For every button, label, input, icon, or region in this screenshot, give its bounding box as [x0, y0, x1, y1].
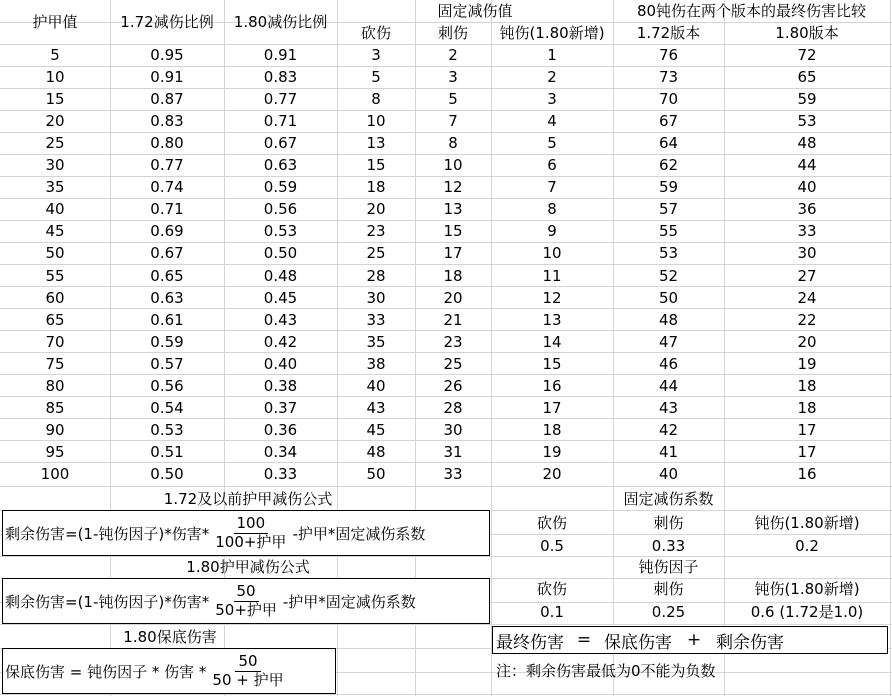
cell-v172: 53: [658, 244, 679, 263]
cell-v172: 73: [658, 67, 679, 86]
min-damage-box: [2, 648, 336, 694]
formula-180-denominator: 50+护甲: [215, 600, 277, 619]
cell-ratio-172: 0.51: [150, 443, 184, 462]
cell-pierce: 31: [443, 443, 463, 462]
cell-ratio-180: 0.37: [263, 399, 298, 418]
cell-cut: 33: [366, 310, 386, 329]
formula-172-denominator: 100+护甲: [215, 532, 287, 551]
cell-ratio-180: 0.67: [263, 133, 298, 152]
cell-v180: 59: [797, 89, 817, 108]
cell-ratio-172: 0.57: [150, 354, 184, 373]
cell-blunt: 8: [547, 200, 557, 219]
cell-v180: 20: [797, 332, 817, 351]
cell-ratio-180: 0.91: [263, 45, 298, 64]
cell-cut: 28: [366, 266, 386, 285]
formula-180-right: -护甲*固定减伤系数: [282, 592, 416, 611]
cell-blunt: 14: [542, 332, 562, 351]
cell-pierce: 25: [443, 354, 463, 373]
cell-ratio-172: 0.56: [150, 377, 184, 395]
cell-pierce: 15: [443, 222, 463, 241]
header-ratio-180: 1.80减伤比例: [233, 12, 328, 31]
cell-v172: 62: [658, 156, 679, 174]
cell-cut: 35: [366, 332, 386, 351]
formula-180-box: [2, 578, 490, 624]
cell-blunt: 16: [542, 377, 562, 395]
cell-cut: 8: [371, 89, 381, 108]
final-damage-box: [492, 626, 888, 654]
cell-ratio-172: 0.54: [150, 399, 184, 418]
cell-ratio-180: 0.56: [263, 200, 298, 219]
formula-180-left: 剩余伤害=(1-钝伤因子)*伤害*: [5, 592, 210, 611]
cell-v180: 22: [797, 310, 817, 329]
formula-172-left: 剩余伤害=(1-钝伤因子)*伤害*: [5, 524, 210, 543]
cell-armor: 35: [45, 178, 65, 197]
cell-blunt: 3: [547, 89, 557, 108]
cell-v180: 16: [797, 465, 817, 484]
final-damage-equals: =: [576, 630, 592, 650]
cell-ratio-172: 0.53: [150, 421, 184, 440]
cell-v180: 53: [797, 111, 817, 130]
cell-blunt: 9: [547, 222, 557, 241]
cell-v172: 47: [658, 332, 679, 351]
cell-pierce: 30: [443, 421, 463, 440]
fixed-coef-cut: 砍伤: [536, 513, 567, 532]
cell-ratio-172: 0.69: [150, 222, 184, 241]
cell-blunt: 17: [542, 399, 562, 418]
cell-ratio-172: 0.65: [150, 266, 184, 285]
cell-v172: 40: [658, 465, 679, 484]
cell-ratio-180: 0.40: [263, 354, 298, 373]
cell-v172: 70: [658, 89, 679, 108]
cell-ratio-180: 0.38: [263, 377, 298, 395]
header-pierce: 刺伤: [437, 23, 468, 42]
cell-v172: 67: [658, 111, 679, 130]
cell-v180: 40: [797, 178, 817, 197]
cell-ratio-180: 0.43: [263, 310, 298, 329]
cell-v172: 59: [658, 178, 679, 197]
cell-pierce: 8: [448, 133, 458, 152]
cell-blunt: 4: [547, 111, 557, 130]
cell-v180: 33: [797, 222, 817, 241]
cell-ratio-172: 0.71: [150, 200, 184, 219]
cell-blunt: 5: [547, 133, 557, 152]
formula-172-fraction: [212, 513, 289, 551]
cell-armor: 15: [45, 89, 65, 108]
cell-ratio-180: 0.34: [263, 443, 298, 462]
cell-armor: 10: [45, 67, 65, 86]
cell-ratio-180: 0.33: [263, 465, 298, 484]
cell-ratio-172: 0.61: [150, 310, 184, 329]
cell-armor: 70: [45, 332, 65, 351]
cell-pierce: 2: [448, 45, 458, 64]
cell-pierce: 28: [443, 399, 463, 418]
cell-ratio-180: 0.48: [263, 266, 298, 285]
cell-v172: 48: [658, 310, 679, 329]
blunt-factor-blunt-value: 0.6 (1.72是1.0): [750, 602, 864, 621]
cell-v180: 18: [797, 399, 817, 418]
cell-armor: 5: [50, 45, 60, 64]
header-armor: 护甲值: [32, 12, 78, 31]
blunt-factor-pierce: 刺伤: [653, 579, 684, 598]
cell-armor: 65: [45, 310, 65, 329]
final-damage-min: 保底伤害: [604, 632, 672, 653]
blunt-factor-cut: 砍伤: [536, 579, 567, 598]
cell-v180: 72: [797, 45, 817, 64]
cell-armor: 75: [45, 354, 65, 373]
cell-armor: 40: [45, 200, 65, 219]
cell-v172: 41: [658, 443, 679, 462]
cell-cut: 40: [366, 377, 386, 395]
cell-ratio-172: 0.63: [150, 288, 184, 307]
fixed-coef-pierce: 刺伤: [653, 513, 684, 532]
final-damage-remain: 剩余伤害: [716, 632, 784, 653]
fixed-coef-blunt-value: 0.2: [795, 536, 819, 555]
cell-armor: 20: [45, 111, 65, 130]
cell-blunt: 2: [547, 67, 557, 86]
cell-v180: 18: [797, 377, 817, 395]
cell-armor: 80: [45, 377, 65, 395]
cell-v172: 52: [658, 266, 679, 285]
cell-armor: 100: [40, 465, 70, 484]
cell-cut: 25: [366, 244, 386, 263]
cell-cut: 50: [366, 465, 386, 484]
final-damage-label: 最终伤害: [496, 632, 564, 653]
cell-v172: 46: [658, 354, 679, 373]
cell-pierce: 3: [448, 67, 458, 86]
min-damage-numerator: 50: [235, 654, 260, 672]
formula-180-fraction: [212, 581, 280, 619]
cell-v172: 42: [658, 421, 679, 440]
cell-v172: 43: [658, 399, 679, 418]
cell-cut: 43: [366, 399, 386, 418]
header-fixed-group: 固定减伤值: [437, 1, 513, 20]
cell-ratio-172: 0.91: [150, 67, 184, 86]
cell-ratio-172: 0.95: [150, 45, 184, 64]
cell-armor: 90: [45, 421, 65, 440]
cell-v180: 65: [797, 67, 817, 86]
header-compare-group: 80钝伤在两个版本的最终伤害比较: [636, 1, 867, 20]
cell-ratio-180: 0.53: [263, 222, 298, 241]
cell-cut: 13: [366, 133, 386, 152]
cell-cut: 10: [366, 111, 386, 130]
note-text: 注：剩余伤害最低为0不能为负数: [496, 661, 716, 680]
blunt-factor-cut-value: 0.1: [540, 602, 564, 621]
cell-ratio-180: 0.45: [263, 288, 298, 307]
cell-ratio-172: 0.80: [150, 133, 184, 152]
header-blunt: 钝伤(1.80新增): [499, 23, 605, 42]
cell-ratio-172: 0.83: [150, 111, 184, 130]
cell-armor: 50: [45, 244, 65, 263]
cell-blunt: 1: [547, 45, 557, 64]
cell-pierce: 13: [443, 200, 463, 219]
cell-ratio-180: 0.42: [263, 332, 298, 351]
cell-v172: 76: [658, 45, 679, 64]
cell-cut: 45: [366, 421, 386, 440]
cell-ratio-180: 0.77: [263, 89, 298, 108]
cell-ratio-180: 0.83: [263, 67, 298, 86]
cell-blunt: 20: [542, 465, 562, 484]
formula-172-numerator: 100: [234, 516, 269, 534]
cell-ratio-180: 0.59: [263, 178, 298, 197]
cell-blunt: 11: [542, 266, 562, 285]
cell-armor: 45: [45, 222, 65, 241]
blunt-factor-blunt: 钝伤(1.80新增): [754, 579, 860, 598]
min-damage-left: 保底伤害 = 钝伤因子 * 伤害 *: [5, 662, 207, 681]
cell-ratio-180: 0.63: [263, 156, 298, 174]
cell-armor: 85: [45, 399, 65, 418]
cell-v180: 17: [797, 421, 817, 440]
cell-v180: 19: [797, 354, 817, 373]
cell-v180: 30: [797, 244, 817, 263]
cell-armor: 25: [45, 133, 65, 152]
header-cut: 砍伤: [360, 23, 391, 42]
header-v180: 1.80版本: [775, 23, 839, 42]
formula-172-title: 1.72及以前护甲减伤公式: [163, 489, 333, 508]
cell-pierce: 33: [443, 465, 463, 484]
formula-172-box: [2, 510, 490, 556]
cell-armor: 95: [45, 443, 65, 462]
cell-blunt: 12: [542, 288, 562, 307]
cell-blunt: 19: [542, 443, 562, 462]
cell-cut: 15: [366, 156, 386, 174]
cell-cut: 18: [366, 178, 386, 197]
cell-cut: 30: [366, 288, 386, 307]
cell-blunt: 18: [542, 421, 562, 440]
cell-pierce: 17: [443, 244, 463, 263]
cell-v172: 50: [658, 288, 679, 307]
cell-armor: 60: [45, 288, 65, 307]
formula-180-numerator: 50: [234, 584, 259, 602]
cell-ratio-172: 0.67: [150, 244, 184, 263]
cell-blunt: 13: [542, 310, 562, 329]
cell-pierce: 20: [443, 288, 463, 307]
cell-v172: 64: [658, 133, 679, 152]
cell-pierce: 12: [443, 178, 463, 197]
cell-v180: 27: [797, 266, 817, 285]
blunt-factor-title: 钝伤因子: [638, 557, 699, 576]
cell-cut: 38: [366, 354, 386, 373]
cell-armor: 30: [45, 156, 65, 174]
cell-v180: 44: [797, 156, 817, 174]
cell-cut: 48: [366, 443, 386, 462]
cell-ratio-172: 0.59: [150, 332, 184, 351]
header-ratio-172: 1.72减伤比例: [120, 12, 214, 31]
blunt-factor-pierce-value: 0.25: [651, 602, 686, 621]
cell-blunt: 15: [542, 354, 562, 373]
cell-ratio-180: 0.36: [263, 421, 298, 440]
cell-v172: 55: [658, 222, 679, 241]
cell-cut: 3: [371, 45, 381, 64]
cell-pierce: 7: [448, 111, 458, 130]
cell-v172: 44: [658, 377, 679, 395]
cell-pierce: 5: [448, 89, 458, 108]
cell-pierce: 18: [443, 266, 463, 285]
cell-ratio-172: 0.50: [150, 465, 184, 484]
formula-172-right: -护甲*固定减伤系数: [292, 524, 426, 543]
cell-v180: 36: [797, 200, 817, 219]
cell-blunt: 7: [547, 178, 557, 197]
cell-ratio-172: 0.87: [150, 89, 184, 108]
cell-armor: 55: [45, 266, 65, 285]
formula-180-title: 1.80护甲减伤公式: [186, 557, 310, 576]
final-damage-plus: +: [686, 630, 702, 650]
cell-pierce: 23: [443, 332, 463, 351]
cell-ratio-180: 0.50: [263, 244, 298, 263]
cell-v172: 57: [658, 200, 679, 219]
cell-blunt: 10: [542, 244, 562, 263]
fixed-coef-blunt: 钝伤(1.80新增): [754, 513, 860, 532]
cell-cut: 20: [366, 200, 386, 219]
min-damage-denominator: 50 + 护甲: [212, 670, 284, 689]
cell-ratio-172: 0.74: [150, 178, 184, 197]
cell-ratio-180: 0.71: [263, 111, 298, 130]
min-damage-title: 1.80保底伤害: [123, 627, 217, 646]
cell-cut: 23: [366, 222, 386, 241]
cell-v180: 48: [797, 133, 817, 152]
header-v172: 1.72版本: [636, 23, 701, 42]
cell-v180: 17: [797, 443, 817, 462]
min-damage-fraction: [209, 651, 286, 689]
fixed-coef-pierce-value: 0.33: [651, 536, 686, 555]
fixed-coef-title: 固定减伤系数: [623, 489, 714, 508]
fixed-coef-cut-value: 0.5: [540, 536, 564, 555]
cell-ratio-172: 0.77: [150, 156, 184, 174]
cell-pierce: 21: [443, 310, 463, 329]
cell-cut: 5: [371, 67, 381, 86]
cell-v180: 24: [797, 288, 817, 307]
cell-blunt: 6: [547, 156, 557, 174]
cell-pierce: 26: [443, 377, 463, 395]
cell-pierce: 10: [443, 156, 463, 174]
